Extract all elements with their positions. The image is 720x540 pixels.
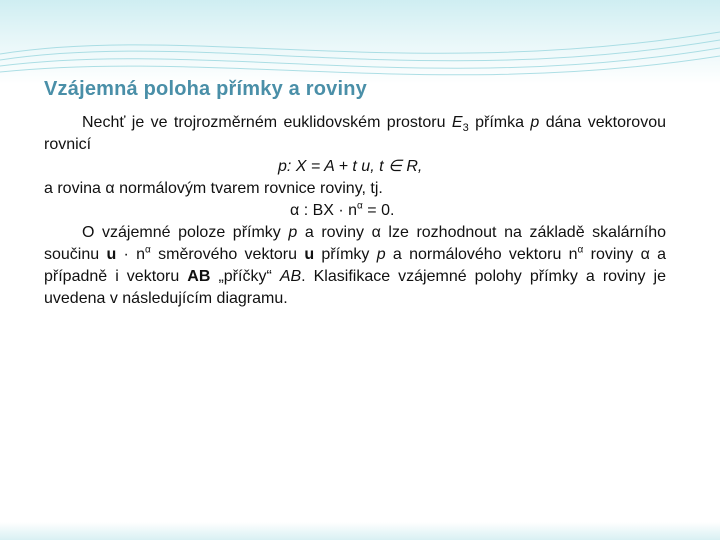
line-equation: p: X = A + t u, t ∈ R,	[278, 158, 423, 175]
plane-equation: α : BX · $n^\alpha = 0$.	[290, 200, 395, 219]
footer-band	[0, 522, 720, 540]
paragraph-intro: Nechť je ve trojrozměrném euklidovském prostoru $E_3$ přímka p dána vektorovou rovnicí	[44, 114, 666, 153]
paragraph-classification: O vzájemné poloze přímky p a roviny α lze rozhodnout na základě skalárního součinu $u \cdot n^\alpha$ směrového vektoru u přímky p a normálového vektoru $n^\alpha$ roviny α a případně i vektoru AB „příčky“ AB. Klasifikace vzájemné polohy přímky a roviny je uvedena v následujícím diagramu.	[44, 224, 667, 307]
slide-title: Vzájemná poloha přímky a roviny	[44, 78, 367, 100]
slide-body	[44, 112, 666, 310]
header-decoration	[0, 0, 720, 84]
plane-intro: a rovina α normálovým tvarem rovnice roviny, tj.	[44, 180, 383, 197]
